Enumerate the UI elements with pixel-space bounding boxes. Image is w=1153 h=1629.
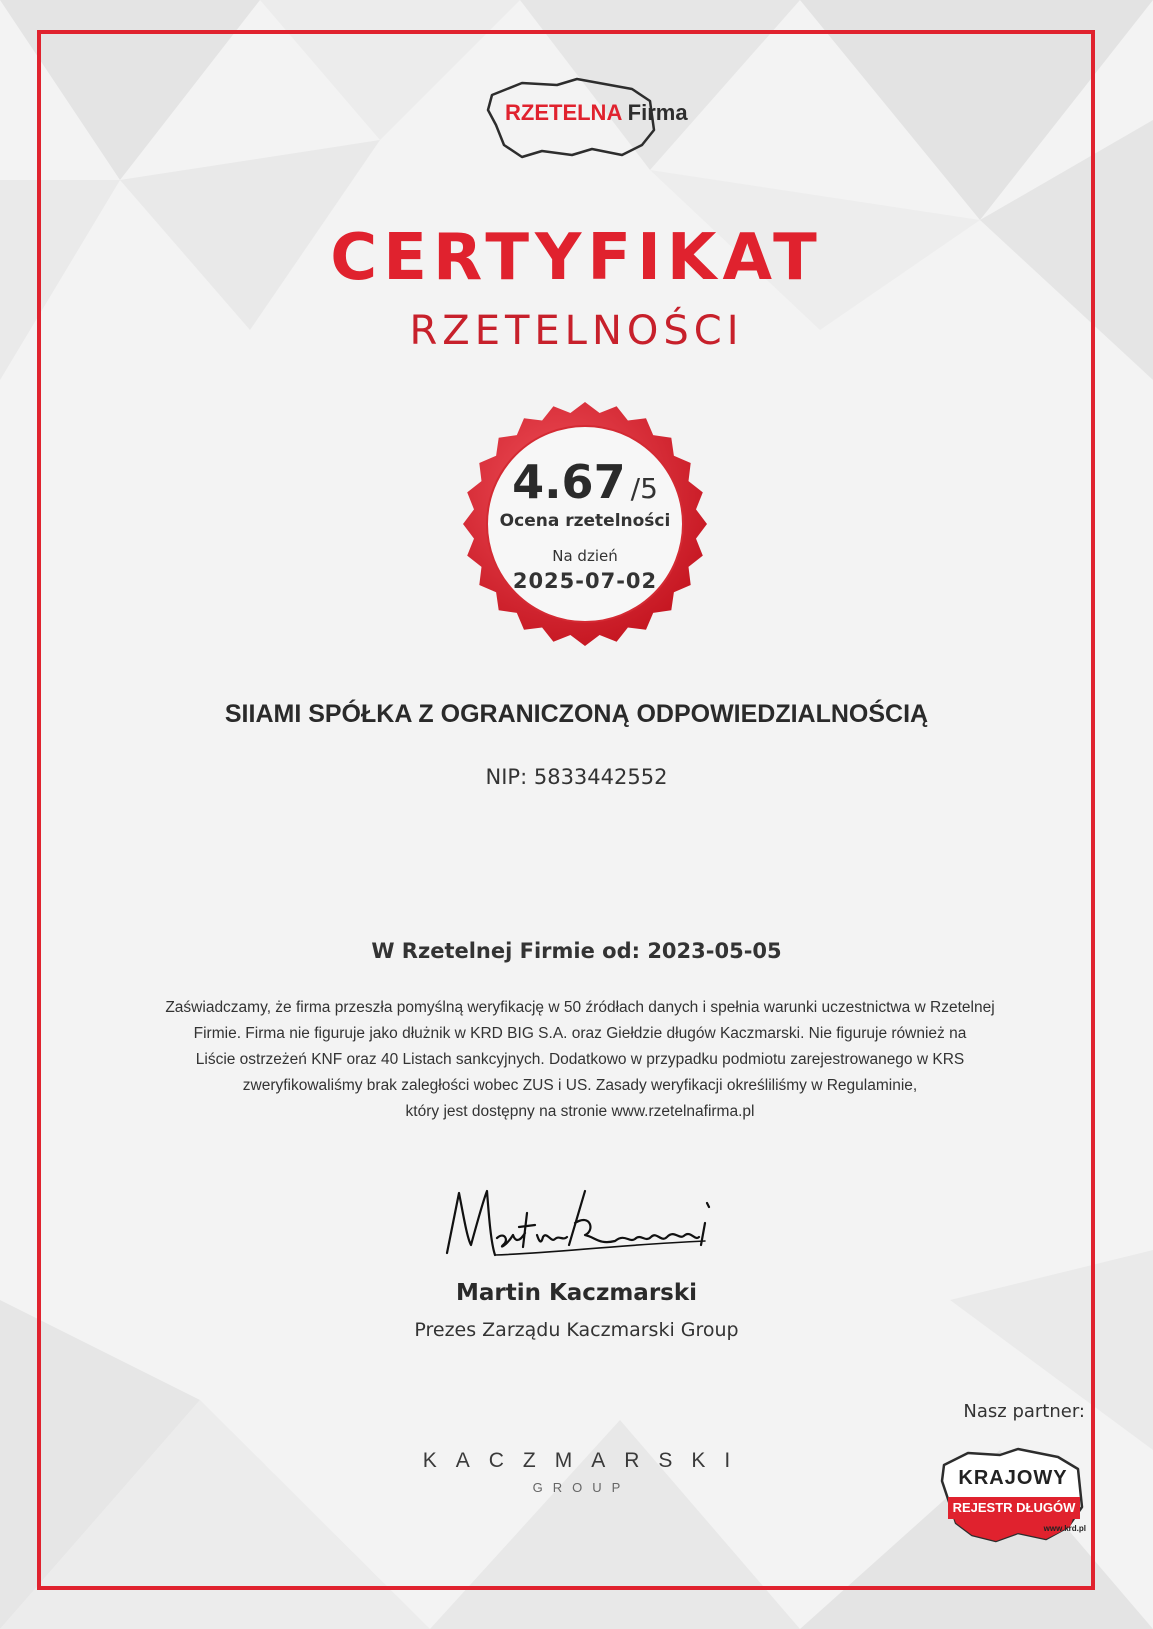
- description-line: Firmie. Firma nie figuruje jako dłużnik w KRD BIG S.A. oraz Giełdzie długów Kaczmarski. Nie figuruje również na: [193, 1025, 967, 1042]
- description-line: zweryfikowaliśmy brak zaległości wobec ZUS i US. Zasady weryfikacji określiliśmy w Regulaminie,: [242, 1077, 918, 1094]
- company-name: SIIAMI SPÓŁKA Z OGRANICZONĄ ODPOWIEDZIALNOŚCIĄ: [224, 700, 929, 728]
- rating-date: 2025-07-02: [512, 569, 658, 593]
- logo-brand-red: RZETELNA: [505, 100, 622, 125]
- certificate-title: CERTYFIKAT: [330, 221, 823, 295]
- krd-title: KRAJOWY: [958, 1467, 1068, 1489]
- kaczmarski-group-logo: KACZMARSKI: [422, 1449, 750, 1472]
- rating-label: Ocena rzetelności: [499, 511, 671, 531]
- rating-seal-content: [462, 401, 708, 647]
- description-line: Zaświadczamy, że firma przeszła pomyślną weryfikację w 50 źródłach danych i spełnia warunki uczestnictwa w Rzetelnej: [165, 999, 995, 1016]
- krd-url: www.krd.pl: [1043, 1524, 1086, 1533]
- krd-subtitle: REJESTR DŁUGÓW: [948, 1497, 1080, 1519]
- rating-score: [462, 457, 708, 518]
- logo-brand-dark: Firma: [627, 100, 688, 125]
- company-nip: NIP: 5833442552: [485, 765, 668, 789]
- signature: [435, 1183, 735, 1273]
- description-line: Liście ostrzeżeń KNF oraz 40 Listach sankcyjnych. Dodatkowo w przypadku podmiotu zarejestrowanego w KRS: [195, 1051, 965, 1068]
- logo-text: [505, 100, 688, 126]
- certificate-subtitle: RZETELNOŚCI: [409, 308, 744, 354]
- rating-date-label: Na dzień: [552, 547, 618, 565]
- rating-score-max: /5: [630, 472, 658, 505]
- certificate-description: [80, 995, 1080, 1125]
- description-line: który jest dostępny na stronie www.rzetelnafirma.pl: [405, 1103, 755, 1120]
- kaczmarski-group-sub: GROUP: [532, 1480, 631, 1495]
- signatory-role: Prezes Zarządu Kaczmarski Group: [414, 1319, 739, 1341]
- member-since: W Rzetelnej Firmie od: 2023-05-05: [371, 939, 782, 963]
- partner-label: Nasz partner:: [963, 1401, 1085, 1422]
- rating-score-value: 4.67: [512, 455, 626, 509]
- signatory-name: Martin Kaczmarski: [455, 1280, 698, 1306]
